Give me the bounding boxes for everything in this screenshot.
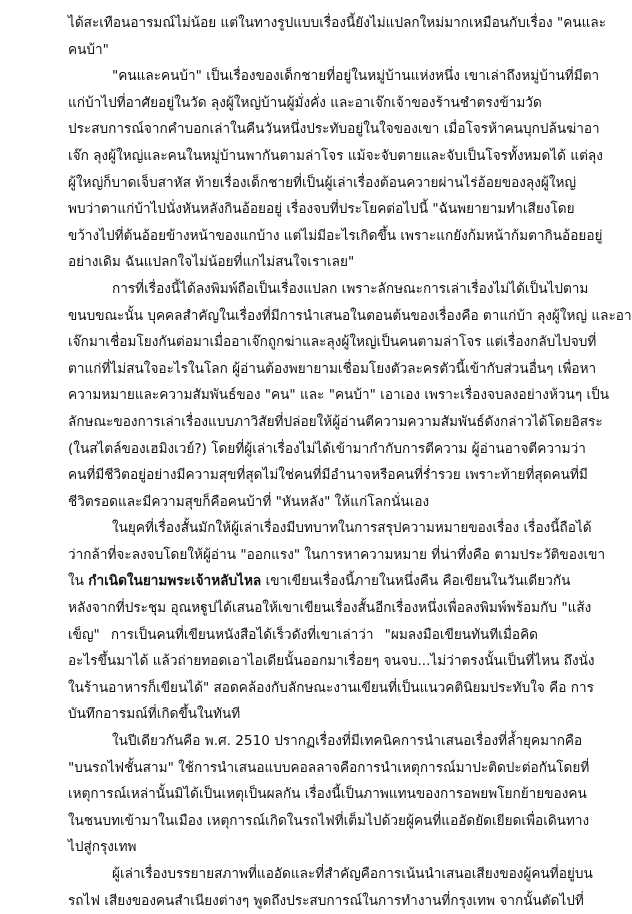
text-line: ในปีเดียวกันคือ พ.ศ. 2510 ปรากฏเรื่องที่มีเทคนิคการนำเสนอเรื่องที่ล้ำยุคมากคือ [112, 733, 583, 750]
text-line: ชีวิตรอดและมีความสุขก็คือคนบ้าที่ "หันหลัง" ให้แก่โลกนั่นเอง [68, 493, 430, 510]
text-line: ประสบการณ์จากคำบอกเล่าในคืนวันหนึ่งประทับอยู่ในใจของเขา เมื่อโจรห้าคนบุกปล้นฆ่าอา [68, 121, 600, 138]
text-line: รถไฟ เสียงของคนสำเนียงต่างๆ พูดถึงประสบการณ์ในการทำงานที่กรุงเทพ จากนั้นตัดไปที่ [68, 892, 584, 909]
text-line-with-title [68, 568, 571, 595]
text-line: ลักษณะของการเล่าเรื่องแบบภาวิสัยที่ปล่อยให้ผู้อ่านตีความความสัมพันธ์ดังกล่าวได้โดยอิสระ [68, 413, 603, 430]
book-title: กำเนิดในยามพระเจ้าหลับไหล [88, 573, 262, 590]
text-line: แก่บ้าไปที่อาศัยอยู่ในวัด ลุงผู้ใหญ่บ้านผู้มั่งคั่ง และอาเจ๊กเจ้าของร้านชำตรงข้ามวัด [68, 94, 542, 111]
text-line: ไปสู่กรุงเทพ [68, 839, 137, 856]
line-prefix: ใน [68, 573, 84, 590]
paragraph [68, 63, 603, 276]
text-line: ได้สะเทือนอารมณ์ไม่น้อย แต่ในทางรูปแบบเรื่องนี้ยังไม่แปลกใหม่มากเหมือนกับเรื่อง "คนและ [68, 15, 607, 31]
line-suffix: เขาเขียนเรื่องนี้ภายในหนึ่งคืน คือเขียนในวันเดียวกัน [265, 573, 571, 590]
text-line: พบว่าตาแก่บ้าไปนั่งหันหลังกินอ้อยอยู่ เรื่องจบที่ประโยคต่อไปนี้ "ฉันพยายามทำเสียงโดย [68, 201, 575, 218]
text-line: "คนและคนบ้า" เป็นเรื่องของเด็กชายที่อยู่ในหมู่บ้านแห่งหนึ่ง เขาเล่าถึงหมู่บ้านที่มีตา [112, 68, 600, 85]
paragraph [68, 10, 607, 63]
text-line: การที่เรื่องนี้ได้ลงพิมพ์ถือเป็นเรื่องแปลก เพราะลักษณะการเล่าเรื่องไม่ได้เป็นไปตาม [112, 280, 589, 297]
text-line: เจ๊กมาเชื่อมโยงกันต่อมาเมื่ออาเจ๊กถูกฆ่าและลุงผู้ใหญ่เป็นคนตามล่าโจร แต่เรื่องกลับไปจบที่ [68, 334, 597, 351]
text-line: เหตุการณ์เหล่านั้นมิได้เป็นเหตุเป็นผลกัน เรื่องนี้เป็นภาพแทนของการอพยพโยกย้ายของคน [68, 786, 587, 803]
text-line: ในยุคที่เรื่องสั้นมักให้ผู้เล่าเรื่องมีบทบาทในการสรุปความหมายของเรื่อง เรื่องนี้ถือได้ [112, 520, 592, 537]
text-line: บันทึกอารมณ์ที่เกิดขึ้นในทันที [68, 706, 241, 723]
text-line: คนบ้า" [68, 41, 109, 58]
text-line: อะไรขึ้นมาได้ แล้วถ่ายทอดเอาไอเดียนั้นออกมาเรื่อยๆ จนจบ...ไม่ว่าตรงนั้นเป็นที่ไหน ถึงนั่ง [68, 653, 595, 670]
text-line: ในร้านอาหารก็เขียนได้" สอดคล้องกับลักษณะงานเขียนที่เป็นแนวคตินิยมประทับใจ คือ การ [68, 679, 594, 696]
text-line: ผู้เล่าเรื่องบรรยายสภาพที่แออัดและที่สำคัญคือการเน้นนำเสนอเสียงของผู้คนที่อยู่บน [112, 866, 593, 882]
text-line: หลังจากที่ประชุม อุณหฐูปได้เสนอให้เขาเขียนเรื่องสั้นอีกเรื่องหนึ่งเพื่อลงพิมพ์พร้อมกับ "แส้ง [68, 600, 592, 617]
text-line: ผู้ใหญ่ก็บาดเจ็บสาหัส ท้ายเรื่องเด็กชายที่เป็นผู้เล่าเรื่องต้อนควายผ่านไร่อ้อยของลุงผู้ใหญ่ [68, 174, 577, 191]
paragraph [68, 861, 593, 914]
paragraph [68, 515, 606, 728]
text-line: ขว้างไปที่ต้นอ้อยข้างหน้าของแกบ้าง แต่ไม่มีอะไรเกิดขึ้น เพราะแกยังก้มหน้าก้มตากินอ้อยอยู่ [68, 227, 603, 244]
text-line: ขนบขณะนั้น บุคคลสำคัญในเรื่องที่มีการนำเสนอในตอนต้นของเรื่องคือ ตาแก่บ้า ลุงผู้ใหญ่ และอา [68, 307, 632, 324]
text-line: เจ๊ก ลุงผู้ใหญ่และคนในหมู่บ้านพากันตามล่าโจร แม้จะจับตายและจับเป็นโจรทั้งหมดได้ แต่ลุง [68, 147, 603, 164]
text-line: (ในสไตล์ของเฮมิงเวย์?) โดยที่ผู้เล่าเรื่องไม่ได้เข้ามากำกับการตีความ ผู้อ่านอาจตีความว่า [68, 440, 586, 457]
text-line: ความหมายและความสัมพันธ์ของ "คน" และ "คนบ้า" เอาเอง เพราะเรื่องจบลงอย่างห้วนๆ เป็น [68, 387, 610, 404]
paragraph [68, 276, 632, 515]
paragraph [68, 728, 590, 861]
text-line: ตาแก่ที่ไม่สนใจอะไรในโลก ผู้อ่านต้องพยายามเชื่อมโยงตัวละครตัวนี้เข้ากับส่วนอื่นๆ เพื่อหา [68, 360, 597, 377]
text-line: เข็ญ" การเป็นคนที่เขียนหนังสือได้เร็วดังที่เขาเล่าว่า "ผมลงมือเขียนทันทีเมื่อคิด [68, 626, 538, 643]
document-page [68, 10, 632, 914]
text-line: ในชนบทเข้ามาในเมือง เหตุการณ์เกิดในรถไฟที่เต็มไปด้วยผู้คนที่แออัดยัดเยียดเพื่อเดินทาง [68, 812, 590, 829]
text-line: ว่ากล้าที่จะลงจบโดยให้ผู้อ่าน "ออกแรง" ในการหาความหมาย ที่น่าทึ่งคือ ตามประวัติของเขา [68, 546, 606, 563]
text-line: คนที่มีชีวิตอยู่อย่างมีความสุขที่สุดไม่ใช่คนที่มีอำนาจหรือคนที่ร่ำรวย เพราะท้ายที่สุดคนที่มี [68, 467, 588, 484]
text-line: อย่างเดิม ฉันแปลกใจไม่น้อยที่แกไม่สนใจเราเลย" [68, 254, 355, 271]
text-line: "บนรถไฟชั้นสาม" ใช้การนำเสนอแบบคอลลาจคือการนำเหตุการณ์มาปะติดปะต่อกันโดยที่ [68, 759, 590, 776]
